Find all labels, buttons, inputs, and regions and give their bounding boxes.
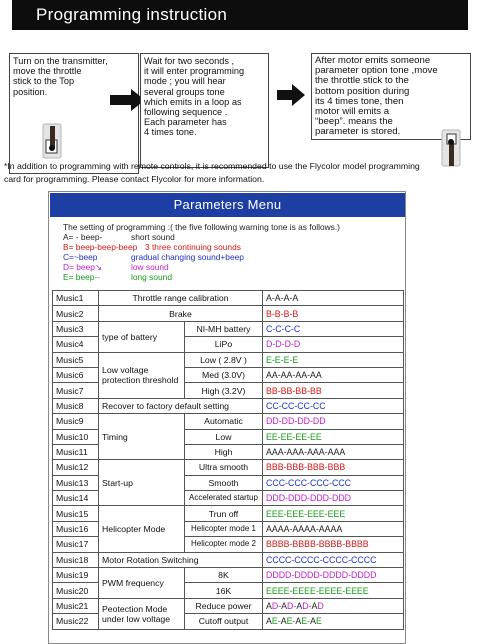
tone-code: BB-BB-BB-BB bbox=[263, 383, 404, 398]
parameter-group: PWM frequency bbox=[99, 568, 185, 599]
table-row bbox=[53, 460, 404, 475]
tone-code: AAA-AAA-AAA-AAA bbox=[263, 444, 404, 459]
table-row bbox=[53, 321, 404, 336]
parameter-option: Cutoff output bbox=[185, 614, 263, 629]
music-number: Music3 bbox=[53, 321, 99, 336]
tone-code: DD-DD-DD-DD bbox=[263, 414, 404, 429]
parameter-option: Ultra smooth bbox=[185, 460, 263, 475]
legend-description: low sound bbox=[131, 262, 169, 272]
tone-code: AA-AA-AA-AA bbox=[263, 367, 404, 382]
music-number: Music17 bbox=[53, 537, 99, 552]
parameter-option: Accelerated startup bbox=[185, 491, 263, 506]
table-row bbox=[53, 306, 404, 321]
music-number: Music16 bbox=[53, 521, 99, 536]
legend-code: B= beep-beep-beep bbox=[63, 242, 138, 252]
parameter-option: High bbox=[185, 444, 263, 459]
music-number: Music20 bbox=[53, 583, 99, 598]
tone-code: B-B-B-B bbox=[263, 306, 404, 321]
parameters-menu-panel bbox=[48, 191, 406, 644]
parameter-option: Trun off bbox=[185, 506, 263, 521]
table-row bbox=[53, 552, 404, 567]
legend-item bbox=[63, 232, 340, 242]
parameter-option: Smooth bbox=[185, 475, 263, 490]
parameter-group: Start-up bbox=[99, 460, 185, 506]
tone-code: E-E-E-E bbox=[263, 352, 404, 367]
step-1-text: Turn on the transmitter, move the throttle stick to the Top position. bbox=[13, 56, 108, 97]
tone-code: AD-AD-AD-AD bbox=[263, 598, 404, 613]
parameter-name: Throttle range calibration bbox=[99, 291, 263, 306]
parameters-menu-title: Parameters Menu bbox=[50, 193, 405, 217]
legend-intro: The setting of programming :( the five following warning tone is as follows.) bbox=[63, 222, 340, 232]
parameter-group: type of battery bbox=[99, 321, 185, 352]
parameter-option: Reduce power bbox=[185, 598, 263, 613]
header-bar bbox=[0, 0, 480, 33]
legend-description: short sound bbox=[131, 232, 175, 242]
tone-code: DDD-DDD-DDD-DDD bbox=[263, 491, 404, 506]
parameter-option: Helicopter mode 2 bbox=[185, 537, 263, 552]
tone-code: BBB-BBB-BBB-BBB bbox=[263, 460, 404, 475]
tone-code: D-D-D-D bbox=[263, 337, 404, 352]
music-number: Music19 bbox=[53, 568, 99, 583]
tone-code: EEE-EEE-EEE-EEE bbox=[263, 506, 404, 521]
music-number: Music2 bbox=[53, 306, 99, 321]
legend-item bbox=[63, 262, 340, 272]
parameter-option: Low bbox=[185, 429, 263, 444]
tone-code: CC-CC-CC-CC bbox=[263, 398, 404, 413]
music-number: Music5 bbox=[53, 352, 99, 367]
music-number: Music11 bbox=[53, 444, 99, 459]
parameter-option: 16K bbox=[185, 583, 263, 598]
music-number: Music7 bbox=[53, 383, 99, 398]
tone-code: CCCC-CCCC-CCCC-CCCC bbox=[263, 552, 404, 567]
parameter-option: Helicopter mode 1 bbox=[185, 521, 263, 536]
parameter-option: 8K bbox=[185, 568, 263, 583]
transmitter-stick-up-icon bbox=[38, 122, 68, 164]
parameter-group: Helicopter Mode bbox=[99, 506, 185, 552]
music-number: Music10 bbox=[53, 429, 99, 444]
legend-item bbox=[63, 272, 340, 282]
parameter-name: Motor Rotation Switching bbox=[99, 552, 263, 567]
music-number: Music22 bbox=[53, 614, 99, 629]
arrow-right-icon bbox=[277, 84, 305, 106]
tone-code: EEEE-EEEE-EEEE-EEEE bbox=[263, 583, 404, 598]
tone-code: AAAA-AAAA-AAAA bbox=[263, 521, 404, 536]
parameter-group: Low voltage protection threshold bbox=[99, 352, 185, 398]
table-row bbox=[53, 598, 404, 613]
table-row bbox=[53, 414, 404, 429]
tone-legend bbox=[63, 222, 340, 282]
parameter-option: Med (3.0V) bbox=[185, 367, 263, 382]
table-row bbox=[53, 568, 404, 583]
music-number: Music12 bbox=[53, 460, 99, 475]
legend-code: C=~beep bbox=[63, 252, 98, 262]
legend-code: A= - beep- bbox=[63, 232, 103, 242]
parameter-option: Low ( 2.8V ) bbox=[185, 352, 263, 367]
music-number: Music21 bbox=[53, 598, 99, 613]
table-row bbox=[53, 291, 404, 306]
table-row bbox=[53, 506, 404, 521]
music-number: Music8 bbox=[53, 398, 99, 413]
step-1-box bbox=[9, 53, 139, 174]
music-number: Music13 bbox=[53, 475, 99, 490]
legend-description: long sound bbox=[131, 272, 172, 282]
parameter-name: Brake bbox=[99, 306, 263, 321]
parameters-table bbox=[52, 290, 404, 630]
music-number: Music14 bbox=[53, 491, 99, 506]
tone-code: C-C-C-C bbox=[263, 321, 404, 336]
tone-code: BBBB-BBBB-BBBB-BBBB bbox=[263, 537, 404, 552]
parameter-group: Timing bbox=[99, 414, 185, 460]
legend-item bbox=[63, 252, 340, 262]
parameter-option: LiPo bbox=[185, 337, 263, 352]
music-number: Music9 bbox=[53, 414, 99, 429]
legend-description: 3 three continuing sounds bbox=[145, 242, 241, 252]
music-number: Music6 bbox=[53, 367, 99, 382]
legend-code: E= beep-- bbox=[63, 272, 101, 282]
step-3-box: After motor emits someone parameter option tone ,move the throttle stick to the bottom position during its 4 times tone, then motor will emits a “beep”. means the parameter is stored. bbox=[311, 53, 471, 140]
parameter-option: NI-MH battery bbox=[185, 321, 263, 336]
table-row bbox=[53, 352, 404, 367]
legend-description: gradual changing sound+beep bbox=[131, 252, 244, 262]
step-2-box: Wait for two seconds , it will enter programming mode ; you will hear several groups tone which emits in a loop as following sequence . Each parameter has 4 times tone. bbox=[140, 53, 269, 168]
music-number: Music15 bbox=[53, 506, 99, 521]
parameter-name: Recover to factory default setting bbox=[99, 398, 263, 413]
music-number: Music1 bbox=[53, 291, 99, 306]
parameter-option: Automatic bbox=[185, 414, 263, 429]
tone-code: A-A-A-A bbox=[263, 291, 404, 306]
legend-item bbox=[63, 242, 340, 252]
tone-code: AE-AE-AE-AE bbox=[263, 614, 404, 629]
music-number: Music4 bbox=[53, 337, 99, 352]
page-title: Programming instruction bbox=[12, 0, 468, 30]
tone-code: CCC-CCC-CCC-CCC bbox=[263, 475, 404, 490]
tone-code: EE-EE-EE-EE bbox=[263, 429, 404, 444]
programming-card-note: *In addition to programming with remote controls, it is recommended to use the Flycolor model programming card for programming. Please contact Flycolor for more information. bbox=[4, 161, 420, 184]
parameter-option: High (3.2V) bbox=[185, 383, 263, 398]
legend-code: D= beep↘ bbox=[63, 262, 102, 272]
tone-code: DDDD-DDDD-DDDD-DDDD bbox=[263, 568, 404, 583]
parameter-group: Peotection Mode under low voltage bbox=[99, 598, 185, 629]
table-row bbox=[53, 398, 404, 413]
music-number: Music18 bbox=[53, 552, 99, 567]
